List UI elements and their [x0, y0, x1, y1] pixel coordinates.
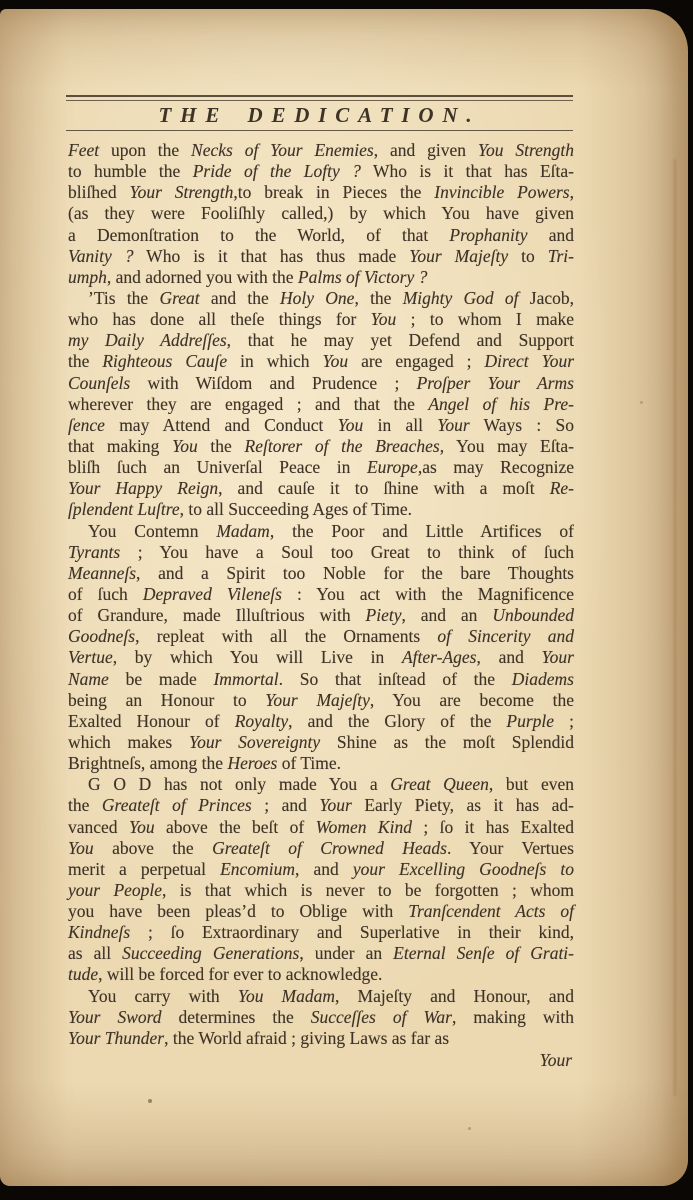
text-line: vanced You above the beſt of Women Kind ; ſo it has Exalted — [68, 816, 574, 837]
text-line: Name be made Immortal. So that inſtead of the Diadems — [68, 668, 574, 689]
text-line: umph, and adorned you with the Palms of Victory ? — [68, 266, 428, 287]
text-line: my Daily Addreſſes, that he may yet Defend and Support — [68, 330, 574, 351]
catchword: Your — [539, 1050, 572, 1071]
text-line: bliſh ſuch an Univerſal Peace in Europe,as may Recognize — [68, 457, 575, 478]
text-line: Goodneſs, repleat with all the Ornaments of Sincerity and — [68, 626, 575, 647]
page-heading: THE DEDICATION. — [158, 103, 481, 127]
text-line: Counſels with Wiſdom and Prudence ; Proſper Your Arms — [68, 372, 574, 393]
page-edge-shadow — [674, 159, 676, 1096]
text-line: tude, will be forced for ever to acknowledge. — [68, 964, 383, 985]
text-line: Tyrants ; You have a Soul too Great to think of ſuch — [68, 541, 574, 562]
text-line: a Demonſtration to the World, of that Prophanity and — [68, 224, 574, 245]
paper-speck — [148, 1099, 152, 1103]
text-line: being an Honour to Your Majeſty, You are become the — [68, 689, 574, 710]
text-line: Feet upon the Necks of Your Enemies, and given You Strength — [68, 140, 574, 160]
text-line: the Greateſt of Princes ; and Your Early Piety, as it has ad- — [68, 795, 574, 816]
text-line: Exalted Honour of Royalty, and the Glory of the Purple ; — [68, 710, 574, 731]
text-line: as all Succeeding Generations, under an Eternal Senſe of Grati- — [68, 943, 574, 964]
text-line: bliſhed Your Strength,to break in Pieces the Invincible Powers, — [68, 182, 574, 203]
text-line: which makes Your Sovereignty Shine as the moſt Splendid — [68, 731, 574, 752]
text-line: of ſuch Depraved Vileneſs : You act with the Magnificence — [68, 583, 574, 604]
text-line: that making You the Reſtorer of the Breaches, You may Eſta- — [68, 435, 575, 456]
text-line: You Contemn Madam, the Poor and Little Artifices of — [88, 520, 574, 541]
paper-speck — [468, 1127, 471, 1130]
book-page — [0, 9, 688, 1186]
text-line: Kindneſs ; ſo Extraordinary and Superlative in their kind, — [68, 922, 574, 943]
text-line: who has done all theſe things for You ; to whom I make — [68, 309, 574, 330]
text-line: the Righteous Cauſe in which You are engaged ; Direct Your — [68, 351, 575, 372]
text-line: wherever they are engaged ; and that the Angel of his Pre- — [68, 393, 574, 414]
text-line: Brightneſs, among the Heroes of Time. — [68, 753, 342, 774]
dedication-text — [68, 140, 574, 1071]
text-line: you have been pleas’d to Oblige with Tranſcendent Acts of — [68, 901, 574, 922]
text-line: ſplendent Luſtre, to all Succeeding Ages of Time. — [68, 499, 412, 520]
text-line: Meanneſs, and a Spirit too Noble for the bare Thoughts — [68, 562, 574, 583]
rule-below-heading — [66, 130, 573, 131]
text-line: Your Happy Reign, and cauſe it to ſhine with a moſt Re- — [68, 478, 574, 499]
text-line: You above the Greateſt of Crowned Heads. Your Vertues — [68, 837, 574, 858]
text-line: to humble the Pride of the Lofty ? Who is it that has Eſta- — [68, 161, 574, 182]
text-line: Vertue, by which You will Live in After-Ages, and Your — [68, 647, 574, 668]
text-line: merit a perpetual Encomium, and your Excelling Goodneſs to — [68, 858, 574, 879]
text-line: ſence may Attend and Conduct You in all Your Ways : So — [68, 414, 574, 435]
double-rule-above-heading — [66, 95, 573, 101]
text-line: ’Tis the Great and the Holy One, the Mighty God of Jacob, — [88, 287, 574, 308]
text-line: (as they were Fooliſhly called,) by which You have given — [68, 203, 574, 224]
text-line: of Grandure, made Illuſtrious with Piety, and an Unbounded — [68, 605, 574, 626]
text-line: Your Sword determines the Succeſſes of War, making with — [68, 1006, 574, 1027]
text-line: Your Thunder, the World afraid ; giving Laws as far as — [68, 1027, 450, 1048]
text-line: G O D has not only made You a Great Queen, but even — [88, 774, 574, 795]
text-line: your People, is that which is never to be forgotten ; whom — [68, 879, 574, 900]
text-line: Vanity ? Who is it that has thus made Your Majeſty to Tri- — [68, 245, 574, 266]
paper-speck — [640, 401, 643, 404]
text-line: You carry with You Madam, Majeſty and Honour, and — [88, 985, 574, 1006]
